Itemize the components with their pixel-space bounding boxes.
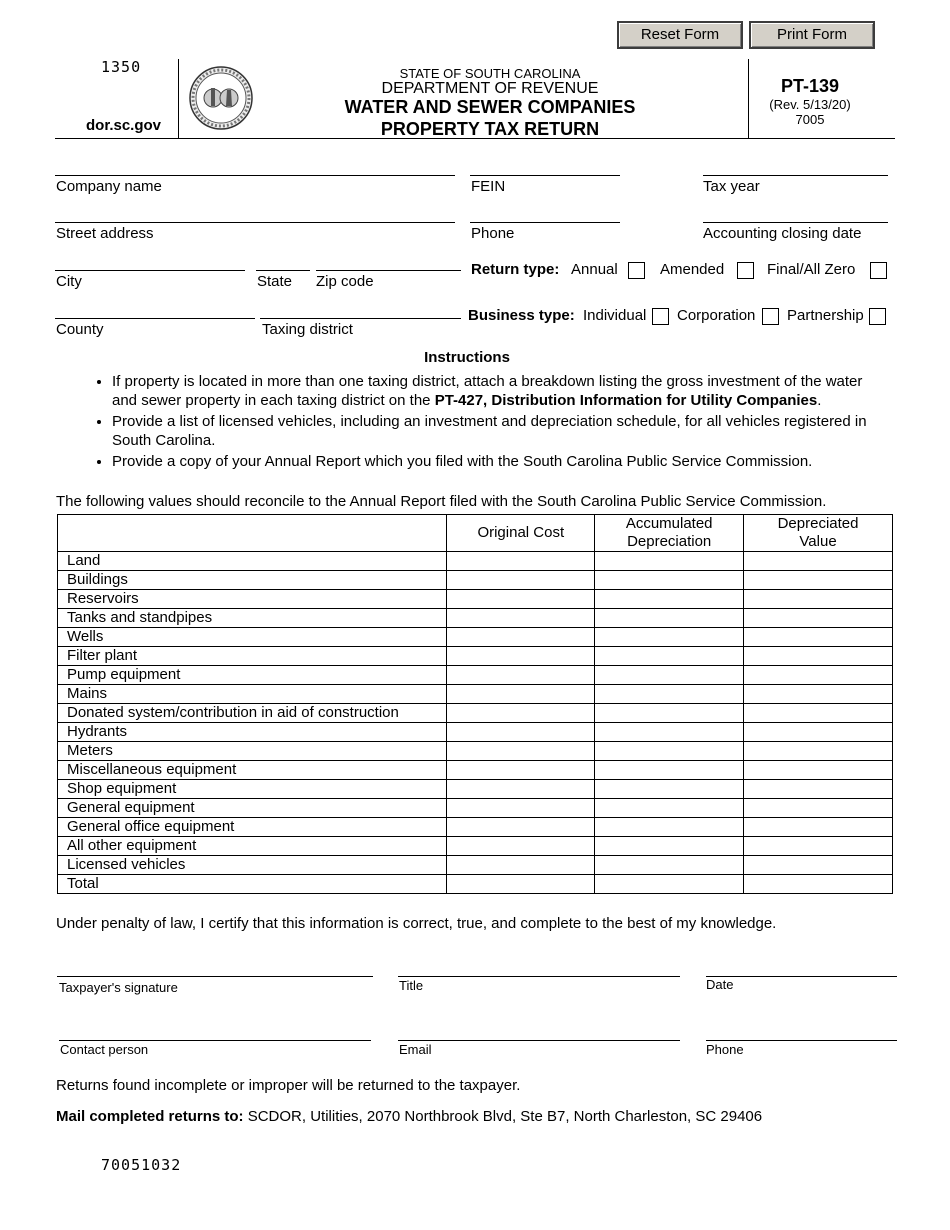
form-title-line1: WATER AND SEWER COMPANIES [344, 97, 636, 117]
table-row [58, 837, 893, 856]
original-cost-cell[interactable] [447, 590, 595, 609]
header-bottom-rule [55, 138, 895, 139]
original-cost-cell[interactable] [447, 799, 595, 818]
original-cost-cell[interactable] [447, 666, 595, 685]
print-form-button[interactable]: Print Form [749, 21, 875, 49]
date-label: Date [706, 977, 734, 992]
contact-phone-label: Phone [706, 1042, 744, 1057]
table-row [58, 685, 893, 704]
city-input[interactable] [55, 252, 245, 271]
department-name: DEPARTMENT OF REVENUE [381, 80, 599, 97]
table-row-label: Tanks and standpipes [58, 609, 447, 628]
table-row-label: Wells [58, 628, 447, 647]
original-cost-cell[interactable] [447, 856, 595, 875]
table-row [58, 799, 893, 818]
depreciated-value-cell[interactable] [744, 837, 893, 856]
table-row [58, 666, 893, 685]
original-cost-cell[interactable] [447, 761, 595, 780]
fein-input[interactable] [470, 157, 620, 176]
business-type-corporation-checkbox[interactable] [762, 308, 779, 325]
taxing-district-label: Taxing district [262, 321, 353, 338]
return-type-final-label: Final/All Zero [767, 261, 856, 278]
date-input[interactable] [706, 958, 897, 977]
depreciated-value-cell[interactable] [744, 704, 893, 723]
accumulated-depreciation-cell[interactable] [595, 837, 744, 856]
city-label: City [56, 273, 82, 290]
business-type-individual-label: Individual [583, 307, 647, 324]
contact-person-input[interactable] [59, 1022, 371, 1041]
table-row [58, 571, 893, 590]
return-type-annual-label: Annual [571, 261, 618, 278]
return-type-final-checkbox[interactable] [870, 262, 887, 279]
depreciated-value-cell[interactable] [744, 856, 893, 875]
table-row [58, 647, 893, 666]
certification-statement: Under penalty of law, I certify that this information is correct, true, and complete to the best of my knowledge. [56, 915, 777, 932]
table-row [58, 723, 893, 742]
original-cost-cell[interactable] [447, 609, 595, 628]
accumulated-depreciation-cell[interactable] [595, 818, 744, 837]
title-input[interactable] [398, 958, 680, 977]
table-row-label: General equipment [58, 799, 447, 818]
original-cost-cell[interactable] [447, 875, 595, 894]
company-name-input[interactable] [55, 157, 455, 176]
table-row-label: Total [58, 875, 447, 894]
table-row-label: Licensed vehicles [58, 856, 447, 875]
form-revision: (Rev. 5/13/20) [769, 97, 851, 112]
depreciated-value-cell[interactable] [744, 666, 893, 685]
street-address-input[interactable] [55, 204, 455, 223]
table-row [58, 818, 893, 837]
table-row-label: Hydrants [58, 723, 447, 742]
original-cost-cell[interactable] [447, 571, 595, 590]
depreciated-value-cell[interactable] [744, 780, 893, 799]
depreciated-value-cell[interactable] [744, 647, 893, 666]
title-label: Title [399, 978, 424, 993]
company-name-label: Company name [56, 178, 162, 195]
header-divider-left [178, 59, 179, 139]
original-cost-cell[interactable] [447, 647, 595, 666]
accumulated-depreciation-cell[interactable] [595, 799, 744, 818]
table-row [58, 552, 893, 571]
table-row-label: Meters [58, 742, 447, 761]
depreciated-value-cell[interactable] [744, 875, 893, 894]
county-input[interactable] [55, 300, 255, 319]
table-row [58, 704, 893, 723]
table-row-label: Reservoirs [58, 590, 447, 609]
table-header-original-cost: Original Cost [447, 515, 595, 552]
reset-form-button[interactable]: Reset Form [617, 21, 743, 49]
table-row-label: Pump equipment [58, 666, 447, 685]
accumulated-depreciation-cell[interactable] [595, 742, 744, 761]
accumulated-depreciation-cell[interactable] [595, 647, 744, 666]
table-row [58, 628, 893, 647]
return-type-annual-checkbox[interactable] [628, 262, 645, 279]
state-input[interactable] [256, 252, 310, 271]
county-label: County [56, 321, 104, 338]
street-address-label: Street address [56, 225, 154, 242]
return-type-amended-label: Amended [660, 261, 725, 278]
table-row [58, 742, 893, 761]
accumulated-depreciation-cell[interactable] [595, 552, 744, 571]
instruction-item: • Provide a list of licensed vehicles, including an investment and depreciation schedule, for all vehicles registered in South Carolina. [112, 412, 886, 450]
state-seal-logo [189, 66, 253, 135]
tax-year-label: Tax year [703, 178, 760, 195]
table-row [58, 590, 893, 609]
taxing-district-input[interactable] [260, 300, 461, 319]
original-cost-cell[interactable] [447, 818, 595, 837]
taxpayer-signature-label: Taxpayer's signature [59, 980, 178, 995]
table-row-label: Miscellaneous equipment [58, 761, 447, 780]
table-row-label: Shop equipment [58, 780, 447, 799]
accumulated-depreciation-cell[interactable] [595, 704, 744, 723]
form-number: PT-139 [780, 76, 840, 96]
depreciated-value-cell[interactable] [744, 628, 893, 647]
accumulated-depreciation-cell[interactable] [595, 666, 744, 685]
contact-phone-input[interactable] [706, 1022, 897, 1041]
state-label: State [257, 273, 293, 290]
instruction-item: • Provide a copy of your Annual Report which you filed with the South Carolina Public Service Commission. [112, 452, 886, 471]
depreciated-value-cell[interactable] [744, 571, 893, 590]
business-type-individual-checkbox[interactable] [652, 308, 669, 325]
email-label: Email [399, 1042, 432, 1057]
state-name: STATE OF SOUTH CAROLINA [399, 66, 581, 81]
business-type-partnership-label: Partnership [787, 307, 864, 324]
table-row-label: All other equipment [58, 837, 447, 856]
depreciated-value-cell[interactable] [744, 723, 893, 742]
table-row [58, 609, 893, 628]
depreciated-value-cell[interactable] [744, 685, 893, 704]
website: dor.sc.gov [86, 117, 162, 134]
form-title-line2: PROPERTY TAX RETURN [380, 119, 600, 139]
table-row [58, 875, 893, 894]
table-row-label: Donated system/contribution in aid of construction [58, 704, 447, 723]
fein-label: FEIN [471, 178, 506, 195]
table-row-label: Filter plant [58, 647, 447, 666]
original-cost-cell[interactable] [447, 704, 595, 723]
accumulated-depreciation-cell[interactable] [595, 780, 744, 799]
return-type-amended-checkbox[interactable] [737, 262, 754, 279]
original-cost-cell[interactable] [447, 628, 595, 647]
accounting-closing-date-input[interactable] [703, 204, 888, 223]
taxpayer-signature-input[interactable] [57, 958, 373, 977]
table-row-label: Buildings [58, 571, 447, 590]
depreciated-value-cell[interactable] [744, 818, 893, 837]
form-code-ocr: 1350 [101, 58, 142, 76]
original-cost-cell[interactable] [447, 837, 595, 856]
depreciated-value-cell[interactable] [744, 799, 893, 818]
return-type-label: Return type: [471, 261, 560, 278]
zip-code-label: Zip code [316, 273, 374, 290]
accumulated-depreciation-cell[interactable] [595, 590, 744, 609]
phone-label: Phone [471, 225, 515, 242]
original-cost-cell[interactable] [447, 780, 595, 799]
table-header-depreciated-value: Depreciated Value [744, 515, 893, 552]
returns-note: Returns found incomplete or improper will be returned to the taxpayer. [56, 1077, 521, 1094]
depreciated-value-cell[interactable] [744, 590, 893, 609]
original-cost-cell[interactable] [447, 685, 595, 704]
accumulated-depreciation-cell[interactable] [595, 761, 744, 780]
original-cost-cell[interactable] [447, 723, 595, 742]
form-code: 7005 [795, 112, 825, 127]
accumulated-depreciation-cell[interactable] [595, 571, 744, 590]
property-values-table [57, 514, 893, 894]
table-row-label: General office equipment [58, 818, 447, 837]
accumulated-depreciation-cell[interactable] [595, 628, 744, 647]
phone-input[interactable] [470, 204, 620, 223]
table-row [58, 856, 893, 875]
business-type-partnership-checkbox[interactable] [869, 308, 886, 325]
original-cost-cell[interactable] [447, 742, 595, 761]
mail-instructions: Mail completed returns to: SCDOR, Utilities, 2070 Northbrook Blvd, Ste B7, North Charleston, SC 29406 [56, 1108, 763, 1125]
original-cost-cell[interactable] [447, 552, 595, 571]
accounting-closing-date-label: Accounting closing date [703, 225, 862, 242]
instructions-list [56, 372, 886, 473]
table-header-empty [58, 515, 447, 552]
header-divider-right [748, 59, 749, 139]
table-row [58, 780, 893, 799]
depreciated-value-cell[interactable] [744, 609, 893, 628]
table-header-accumulated-depreciation: Accumulated Depreciation [595, 515, 744, 552]
accumulated-depreciation-cell[interactable] [595, 856, 744, 875]
depreciated-value-cell[interactable] [744, 761, 893, 780]
accumulated-depreciation-cell[interactable] [595, 609, 744, 628]
table-row [58, 761, 893, 780]
email-input[interactable] [398, 1022, 680, 1041]
business-type-corporation-label: Corporation [677, 307, 756, 324]
business-type-label: Business type: [468, 307, 575, 324]
depreciated-value-cell[interactable] [744, 552, 893, 571]
contact-person-label: Contact person [60, 1042, 149, 1057]
table-row-label: Land [58, 552, 447, 571]
accumulated-depreciation-cell[interactable] [595, 875, 744, 894]
depreciated-value-cell[interactable] [744, 742, 893, 761]
accumulated-depreciation-cell[interactable] [595, 723, 744, 742]
accumulated-depreciation-cell[interactable] [595, 685, 744, 704]
tax-year-input[interactable] [703, 157, 888, 176]
instructions-heading: Instructions [424, 349, 510, 366]
zip-code-input[interactable] [316, 252, 461, 271]
table-row-label: Mains [58, 685, 447, 704]
instruction-item: • If property is located in more than one taxing district, attach a breakdown listing the gross investment of the water and sewer property in each taxing district on the PT-427, Distribution Information for Utility Companies. [112, 372, 886, 410]
barcode-number: 70051032 [101, 1156, 182, 1174]
reconcile-note: The following values should reconcile to the Annual Report filed with the South Carolina Public Service Commission. [56, 493, 827, 510]
